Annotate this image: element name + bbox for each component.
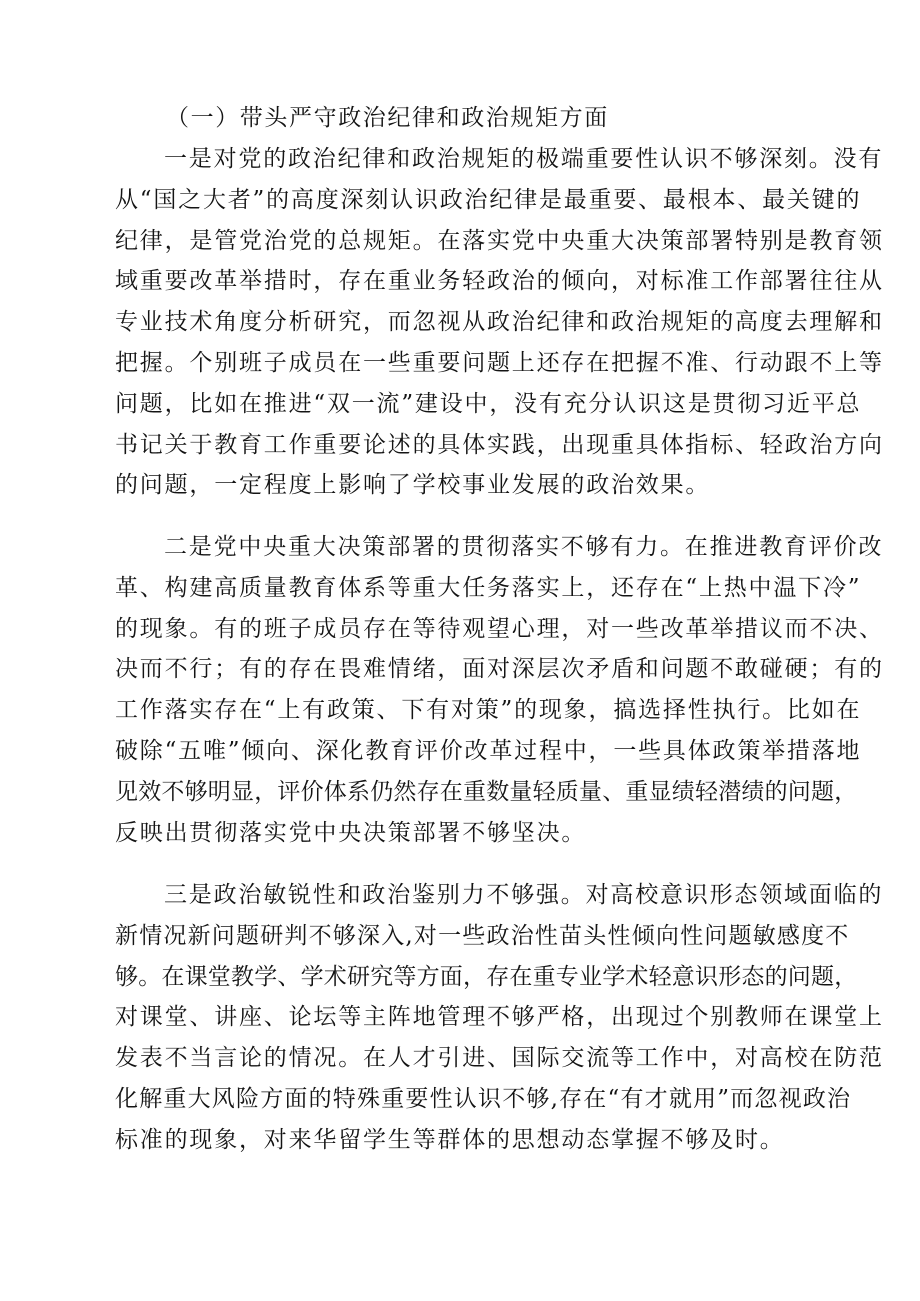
section-heading: （一）带头严守政治纪律和政治规矩方面 [166,105,609,131]
paragraph-policy-implementation [115,527,884,853]
paragraph-line: 够。在课堂教学、学术研究等方面，存在重专业学术轻意识形态的问题， [115,963,858,990]
paragraph-line: 发表不当言论的情况。在人才引进、国际交流等工作中，对高校在防范 [115,1045,884,1072]
paragraph-line: 域重要改革举措时，存在重业务轻政治的倾向，对标准工作部署往往从 [115,268,884,295]
paragraph-line: 把握。个别班子成员在一些重要问题上还存在把握不准、行动跟不上等 [115,349,884,376]
paragraph-line: 的问题，一定程度上影响了学校事业发展的政治效果。 [115,472,711,499]
paragraph-line: 的现象。有的班子成员存在等待观望心理，对一些改革举措议而不决、 [115,615,884,642]
paragraph-line: 三是政治敏锐性和政治鉴别力不够强。对高校意识形态领域面临的 [164,882,884,908]
paragraph-line: 标准的现象，对来华留学生等群体的思想动态掌握不够及时。 [115,1126,785,1153]
paragraph-line: 化解重大风险方面的特殊重要性认识不够,存在“有才就用”而忽视政治 [115,1085,852,1112]
paragraph-line: 问题，比如在推进“双一流”建设中，没有充分认识这是贯彻习近平总 [115,390,862,417]
paragraph-political-sensitivity [115,875,884,1161]
paragraph-line: 对课堂、讲座、论坛等主阵地管理不够严格，出现过个别教师在课堂上 [115,1004,884,1031]
paragraph-line: 反映出贯彻落实党中央决策部署不够坚决。 [115,819,587,846]
paragraph-line: 决而不行；有的存在畏难情绪，面对深层次矛盾和问题不敢碰硬；有的 [115,656,884,683]
paragraph-line: 书记关于教育工作重要论述的具体实践，出现重具体指标、轻政治方向 [115,431,884,458]
paragraph-line: 一是对党的政治纪律和政治规矩的极端重要性认识不够深刻。没有 [164,146,884,172]
paragraph-line: 破除“五唯”倾向、深化教育评价改革过程中，一些具体政策举措落地 [115,737,862,764]
paragraph-line: 新情况新问题研判不够深入,对一些政治性苗头性倾向性问题敏感度不 [115,922,850,949]
paragraph-line: 纪律，是管党治党的总规矩。在落实党中央重大决策部署特别是教育领 [115,227,884,254]
paragraph-line: 工作落实存在“上有政策、下有对策”的现象，搞选择性执行。比如在 [115,697,862,724]
paragraph-line: 专业技术角度分析研究，而忽视从政治纪律和政治规矩的高度去理解和 [115,309,884,336]
paragraph-line: 见效不够明显，评价体系仍然存在重数量轻质量、重显绩轻潜绩的问题， [115,778,858,805]
paragraph-line: 从“国之大者”的高度深刻认识政治纪律是最重要、最根本、最关键的 [115,186,862,213]
paragraph-line: 二是党中央重大决策部署的贯彻落实不够有力。在推进教育评价改 [164,534,884,560]
paragraph-political-discipline [115,139,884,506]
paragraph-line: 革、构建高质量教育体系等重大任务落实上，还存在“上热中温下冷” [115,574,862,601]
